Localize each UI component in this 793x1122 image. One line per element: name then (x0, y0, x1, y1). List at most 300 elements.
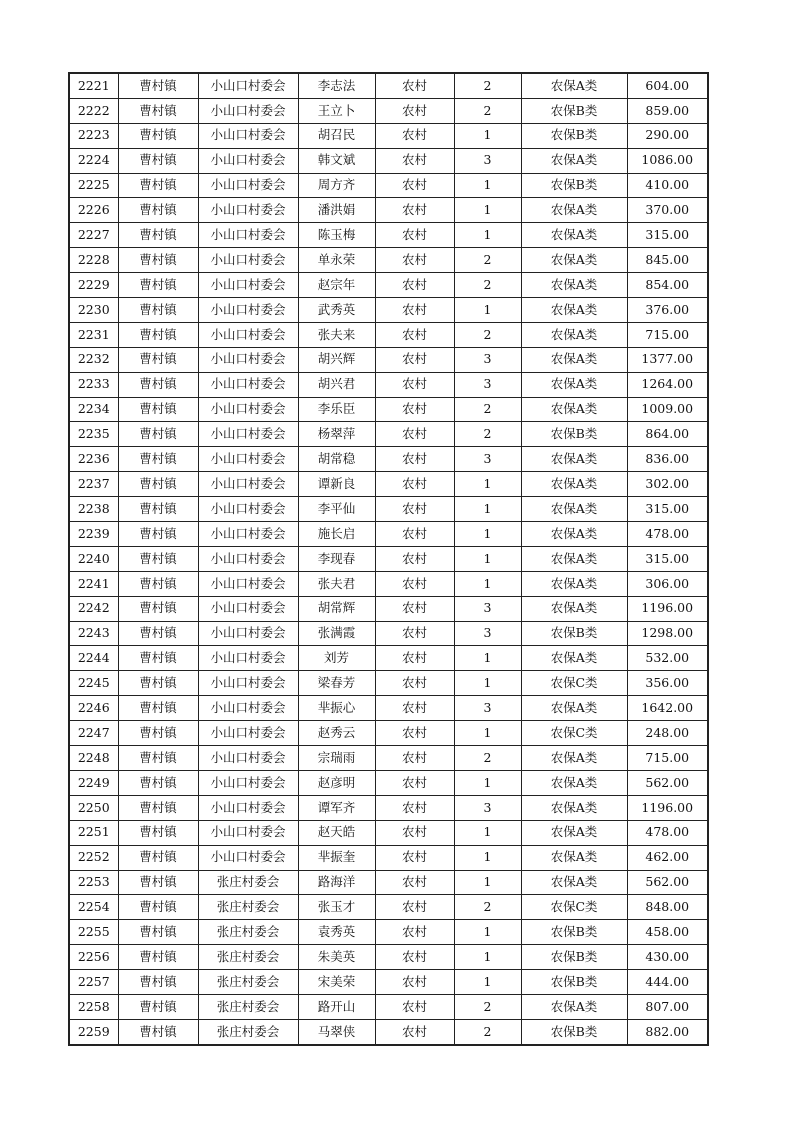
cell-category: 农保B类 (521, 173, 627, 198)
cell-category: 农保A类 (521, 646, 627, 671)
cell-type: 农村 (375, 347, 454, 372)
cell-name: 刘芳 (298, 646, 375, 671)
cell-count: 1 (454, 123, 521, 148)
cell-seq: 2221 (69, 73, 118, 98)
cell-seq: 2251 (69, 820, 118, 845)
cell-village: 小山口村委会 (198, 148, 298, 173)
cell-name: 朱美英 (298, 945, 375, 970)
cell-town: 曹村镇 (118, 621, 198, 646)
cell-count: 3 (454, 148, 521, 173)
table-row (69, 770, 708, 795)
cell-seq: 2252 (69, 845, 118, 870)
cell-count: 1 (454, 223, 521, 248)
cell-town: 曹村镇 (118, 646, 198, 671)
cell-town: 曹村镇 (118, 845, 198, 870)
cell-category: 农保A类 (521, 223, 627, 248)
cell-seq: 2232 (69, 347, 118, 372)
cell-seq: 2250 (69, 795, 118, 820)
cell-amount: 1009.00 (627, 397, 708, 422)
cell-village: 小山口村委会 (198, 422, 298, 447)
cell-category: 农保A类 (521, 571, 627, 596)
cell-seq: 2241 (69, 571, 118, 596)
table-row (69, 895, 708, 920)
cell-town: 曹村镇 (118, 73, 198, 98)
cell-seq: 2226 (69, 198, 118, 223)
cell-category: 农保C类 (521, 721, 627, 746)
cell-amount: 462.00 (627, 845, 708, 870)
cell-type: 农村 (375, 273, 454, 298)
cell-amount: 845.00 (627, 248, 708, 273)
cell-village: 小山口村委会 (198, 472, 298, 497)
table-row (69, 820, 708, 845)
table-row (69, 621, 708, 646)
cell-type: 农村 (375, 298, 454, 323)
cell-amount: 854.00 (627, 273, 708, 298)
cell-name: 宋美荣 (298, 970, 375, 995)
cell-count: 1 (454, 546, 521, 571)
cell-amount: 859.00 (627, 98, 708, 123)
cell-village: 小山口村委会 (198, 347, 298, 372)
cell-town: 曹村镇 (118, 571, 198, 596)
table-row (69, 198, 708, 223)
cell-town: 曹村镇 (118, 223, 198, 248)
cell-seq: 2236 (69, 447, 118, 472)
cell-name: 胡常辉 (298, 596, 375, 621)
cell-village: 小山口村委会 (198, 571, 298, 596)
cell-seq: 2239 (69, 522, 118, 547)
cell-village: 张庄村委会 (198, 970, 298, 995)
cell-amount: 836.00 (627, 447, 708, 472)
cell-count: 2 (454, 73, 521, 98)
table-row (69, 596, 708, 621)
cell-count: 2 (454, 1019, 521, 1044)
cell-village: 小山口村委会 (198, 795, 298, 820)
cell-type: 农村 (375, 795, 454, 820)
cell-name: 周方齐 (298, 173, 375, 198)
table-row (69, 970, 708, 995)
cell-town: 曹村镇 (118, 98, 198, 123)
table-row (69, 994, 708, 1019)
cell-amount: 1298.00 (627, 621, 708, 646)
cell-village: 小山口村委会 (198, 447, 298, 472)
cell-type: 农村 (375, 596, 454, 621)
cell-amount: 315.00 (627, 223, 708, 248)
cell-town: 曹村镇 (118, 820, 198, 845)
cell-name: 谭军齐 (298, 795, 375, 820)
cell-seq: 2240 (69, 546, 118, 571)
cell-category: 农保A类 (521, 870, 627, 895)
cell-amount: 532.00 (627, 646, 708, 671)
cell-name: 胡兴君 (298, 372, 375, 397)
cell-seq: 2243 (69, 621, 118, 646)
cell-seq: 2229 (69, 273, 118, 298)
cell-village: 张庄村委会 (198, 994, 298, 1019)
cell-name: 赵彦明 (298, 770, 375, 795)
cell-category: 农保A类 (521, 248, 627, 273)
cell-town: 曹村镇 (118, 970, 198, 995)
cell-village: 小山口村委会 (198, 621, 298, 646)
cell-village: 小山口村委会 (198, 721, 298, 746)
cell-town: 曹村镇 (118, 522, 198, 547)
table-row (69, 497, 708, 522)
table-row (69, 721, 708, 746)
cell-count: 2 (454, 248, 521, 273)
cell-count: 1 (454, 522, 521, 547)
cell-village: 小山口村委会 (198, 248, 298, 273)
table-row (69, 447, 708, 472)
cell-count: 1 (454, 671, 521, 696)
cell-type: 农村 (375, 945, 454, 970)
cell-category: 农保B类 (521, 621, 627, 646)
cell-amount: 410.00 (627, 173, 708, 198)
cell-type: 农村 (375, 571, 454, 596)
cell-village: 张庄村委会 (198, 895, 298, 920)
cell-village: 小山口村委会 (198, 223, 298, 248)
cell-name: 张夫君 (298, 571, 375, 596)
cell-count: 3 (454, 696, 521, 721)
cell-village: 小山口村委会 (198, 397, 298, 422)
table-row (69, 1019, 708, 1044)
table-row (69, 870, 708, 895)
cell-count: 3 (454, 447, 521, 472)
cell-seq: 2245 (69, 671, 118, 696)
cell-name: 宗瑞雨 (298, 746, 375, 771)
cell-town: 曹村镇 (118, 945, 198, 970)
cell-category: 农保C类 (521, 895, 627, 920)
cell-name: 胡常稳 (298, 447, 375, 472)
cell-village: 小山口村委会 (198, 546, 298, 571)
cell-category: 农保A类 (521, 795, 627, 820)
cell-village: 小山口村委会 (198, 322, 298, 347)
cell-type: 农村 (375, 994, 454, 1019)
cell-count: 3 (454, 621, 521, 646)
cell-category: 农保A类 (521, 447, 627, 472)
cell-name: 李志法 (298, 73, 375, 98)
cell-type: 农村 (375, 522, 454, 547)
cell-seq: 2233 (69, 372, 118, 397)
cell-count: 1 (454, 770, 521, 795)
cell-category: 农保A类 (521, 347, 627, 372)
cell-town: 曹村镇 (118, 721, 198, 746)
cell-village: 小山口村委会 (198, 198, 298, 223)
cell-count: 3 (454, 372, 521, 397)
cell-amount: 290.00 (627, 123, 708, 148)
cell-seq: 2248 (69, 746, 118, 771)
cell-type: 农村 (375, 422, 454, 447)
cell-name: 袁秀英 (298, 920, 375, 945)
cell-town: 曹村镇 (118, 173, 198, 198)
table-row (69, 248, 708, 273)
table-row (69, 546, 708, 571)
cell-category: 农保A类 (521, 770, 627, 795)
cell-category: 农保A类 (521, 696, 627, 721)
table-row (69, 322, 708, 347)
cell-village: 小山口村委会 (198, 522, 298, 547)
table-row (69, 397, 708, 422)
cell-type: 农村 (375, 870, 454, 895)
cell-type: 农村 (375, 970, 454, 995)
cell-category: 农保A类 (521, 522, 627, 547)
cell-name: 路开山 (298, 994, 375, 1019)
cell-count: 2 (454, 746, 521, 771)
table-row (69, 223, 708, 248)
table-row (69, 273, 708, 298)
cell-category: 农保A类 (521, 497, 627, 522)
table-row (69, 795, 708, 820)
cell-count: 1 (454, 820, 521, 845)
cell-village: 张庄村委会 (198, 1019, 298, 1044)
cell-amount: 248.00 (627, 721, 708, 746)
cell-village: 张庄村委会 (198, 945, 298, 970)
cell-town: 曹村镇 (118, 696, 198, 721)
cell-village: 小山口村委会 (198, 696, 298, 721)
cell-type: 农村 (375, 123, 454, 148)
cell-type: 农村 (375, 223, 454, 248)
cell-seq: 2227 (69, 223, 118, 248)
cell-type: 农村 (375, 447, 454, 472)
cell-name: 胡兴辉 (298, 347, 375, 372)
cell-type: 农村 (375, 546, 454, 571)
cell-name: 杨翠萍 (298, 422, 375, 447)
cell-amount: 715.00 (627, 322, 708, 347)
cell-town: 曹村镇 (118, 123, 198, 148)
cell-name: 李平仙 (298, 497, 375, 522)
cell-town: 曹村镇 (118, 298, 198, 323)
cell-count: 1 (454, 845, 521, 870)
cell-town: 曹村镇 (118, 198, 198, 223)
cell-type: 农村 (375, 397, 454, 422)
cell-amount: 1196.00 (627, 795, 708, 820)
cell-amount: 848.00 (627, 895, 708, 920)
cell-category: 农保A类 (521, 994, 627, 1019)
table-row (69, 98, 708, 123)
cell-village: 小山口村委会 (198, 596, 298, 621)
cell-category: 农保A类 (521, 472, 627, 497)
cell-seq: 2237 (69, 472, 118, 497)
cell-town: 曹村镇 (118, 546, 198, 571)
cell-seq: 2225 (69, 173, 118, 198)
cell-category: 农保A类 (521, 546, 627, 571)
cell-amount: 306.00 (627, 571, 708, 596)
cell-name: 芈振心 (298, 696, 375, 721)
cell-seq: 2246 (69, 696, 118, 721)
cell-type: 农村 (375, 721, 454, 746)
cell-seq: 2230 (69, 298, 118, 323)
cell-name: 胡召民 (298, 123, 375, 148)
cell-name: 施长启 (298, 522, 375, 547)
cell-town: 曹村镇 (118, 472, 198, 497)
cell-village: 小山口村委会 (198, 770, 298, 795)
cell-village: 小山口村委会 (198, 372, 298, 397)
cell-town: 曹村镇 (118, 746, 198, 771)
cell-amount: 1642.00 (627, 696, 708, 721)
cell-amount: 356.00 (627, 671, 708, 696)
cell-amount: 807.00 (627, 994, 708, 1019)
table-row (69, 372, 708, 397)
cell-type: 农村 (375, 646, 454, 671)
table-row (69, 123, 708, 148)
table-body (69, 73, 708, 1045)
cell-category: 农保B类 (521, 98, 627, 123)
cell-category: 农保B类 (521, 123, 627, 148)
cell-name: 陈玉梅 (298, 223, 375, 248)
table-row (69, 173, 708, 198)
cell-type: 农村 (375, 248, 454, 273)
cell-type: 农村 (375, 895, 454, 920)
cell-type: 农村 (375, 671, 454, 696)
cell-count: 3 (454, 795, 521, 820)
cell-amount: 1377.00 (627, 347, 708, 372)
cell-town: 曹村镇 (118, 596, 198, 621)
cell-name: 梁春芳 (298, 671, 375, 696)
cell-town: 曹村镇 (118, 322, 198, 347)
cell-amount: 315.00 (627, 546, 708, 571)
cell-name: 谭新良 (298, 472, 375, 497)
cell-amount: 1196.00 (627, 596, 708, 621)
cell-town: 曹村镇 (118, 497, 198, 522)
cell-type: 农村 (375, 621, 454, 646)
cell-type: 农村 (375, 497, 454, 522)
cell-seq: 2259 (69, 1019, 118, 1044)
cell-amount: 562.00 (627, 770, 708, 795)
table-row (69, 522, 708, 547)
cell-name: 李乐臣 (298, 397, 375, 422)
cell-category: 农保C类 (521, 671, 627, 696)
table-row (69, 422, 708, 447)
cell-category: 农保A类 (521, 746, 627, 771)
cell-category: 农保A类 (521, 372, 627, 397)
cell-amount: 1086.00 (627, 148, 708, 173)
cell-type: 农村 (375, 173, 454, 198)
cell-amount: 478.00 (627, 522, 708, 547)
cell-amount: 864.00 (627, 422, 708, 447)
cell-town: 曹村镇 (118, 397, 198, 422)
table-row (69, 920, 708, 945)
cell-town: 曹村镇 (118, 422, 198, 447)
cell-category: 农保A类 (521, 596, 627, 621)
cell-count: 1 (454, 646, 521, 671)
cell-village: 小山口村委会 (198, 273, 298, 298)
cell-name: 王立卜 (298, 98, 375, 123)
table-row (69, 945, 708, 970)
cell-seq: 2257 (69, 970, 118, 995)
cell-type: 农村 (375, 472, 454, 497)
cell-count: 1 (454, 721, 521, 746)
cell-count: 1 (454, 870, 521, 895)
cell-name: 路海洋 (298, 870, 375, 895)
cell-name: 赵宗年 (298, 273, 375, 298)
cell-count: 3 (454, 596, 521, 621)
cell-amount: 376.00 (627, 298, 708, 323)
cell-seq: 2247 (69, 721, 118, 746)
cell-category: 农保A类 (521, 322, 627, 347)
cell-amount: 604.00 (627, 73, 708, 98)
cell-count: 1 (454, 198, 521, 223)
cell-amount: 1264.00 (627, 372, 708, 397)
cell-category: 农保A类 (521, 273, 627, 298)
cell-name: 韩文斌 (298, 148, 375, 173)
cell-count: 1 (454, 497, 521, 522)
cell-town: 曹村镇 (118, 895, 198, 920)
cell-name: 赵秀云 (298, 721, 375, 746)
cell-town: 曹村镇 (118, 148, 198, 173)
cell-count: 2 (454, 397, 521, 422)
cell-count: 1 (454, 472, 521, 497)
cell-name: 芈振奎 (298, 845, 375, 870)
cell-seq: 2254 (69, 895, 118, 920)
table-row (69, 298, 708, 323)
cell-amount: 430.00 (627, 945, 708, 970)
cell-count: 2 (454, 422, 521, 447)
cell-seq: 2235 (69, 422, 118, 447)
cell-amount: 478.00 (627, 820, 708, 845)
table-row (69, 746, 708, 771)
cell-category: 农保B类 (521, 945, 627, 970)
cell-type: 农村 (375, 696, 454, 721)
cell-count: 1 (454, 970, 521, 995)
cell-count: 2 (454, 98, 521, 123)
cell-category: 农保B类 (521, 970, 627, 995)
cell-count: 2 (454, 322, 521, 347)
cell-count: 2 (454, 994, 521, 1019)
cell-amount: 715.00 (627, 746, 708, 771)
table-row (69, 671, 708, 696)
cell-village: 张庄村委会 (198, 870, 298, 895)
cell-village: 小山口村委会 (198, 820, 298, 845)
cell-name: 张玉才 (298, 895, 375, 920)
cell-village: 小山口村委会 (198, 746, 298, 771)
cell-category: 农保A类 (521, 198, 627, 223)
cell-name: 张夫来 (298, 322, 375, 347)
cell-type: 农村 (375, 73, 454, 98)
cell-seq: 2242 (69, 596, 118, 621)
cell-town: 曹村镇 (118, 770, 198, 795)
cell-seq: 2238 (69, 497, 118, 522)
cell-village: 小山口村委会 (198, 73, 298, 98)
cell-type: 农村 (375, 920, 454, 945)
cell-count: 3 (454, 347, 521, 372)
cell-town: 曹村镇 (118, 920, 198, 945)
cell-category: 农保B类 (521, 422, 627, 447)
table-row (69, 347, 708, 372)
cell-amount: 315.00 (627, 497, 708, 522)
table-row (69, 73, 708, 98)
cell-name: 武秀英 (298, 298, 375, 323)
cell-category: 农保A类 (521, 298, 627, 323)
cell-village: 小山口村委会 (198, 123, 298, 148)
cell-category: 农保B类 (521, 920, 627, 945)
cell-name: 马翠侠 (298, 1019, 375, 1044)
cell-town: 曹村镇 (118, 870, 198, 895)
cell-seq: 2244 (69, 646, 118, 671)
records-table (68, 72, 709, 1046)
table-row (69, 646, 708, 671)
cell-type: 农村 (375, 820, 454, 845)
cell-amount: 562.00 (627, 870, 708, 895)
cell-count: 1 (454, 173, 521, 198)
cell-count: 1 (454, 571, 521, 596)
cell-name: 潘洪娟 (298, 198, 375, 223)
cell-town: 曹村镇 (118, 671, 198, 696)
cell-category: 农保A类 (521, 845, 627, 870)
cell-type: 农村 (375, 845, 454, 870)
cell-town: 曹村镇 (118, 248, 198, 273)
table-row (69, 845, 708, 870)
cell-village: 小山口村委会 (198, 845, 298, 870)
cell-type: 农村 (375, 746, 454, 771)
cell-town: 曹村镇 (118, 994, 198, 1019)
cell-amount: 882.00 (627, 1019, 708, 1044)
